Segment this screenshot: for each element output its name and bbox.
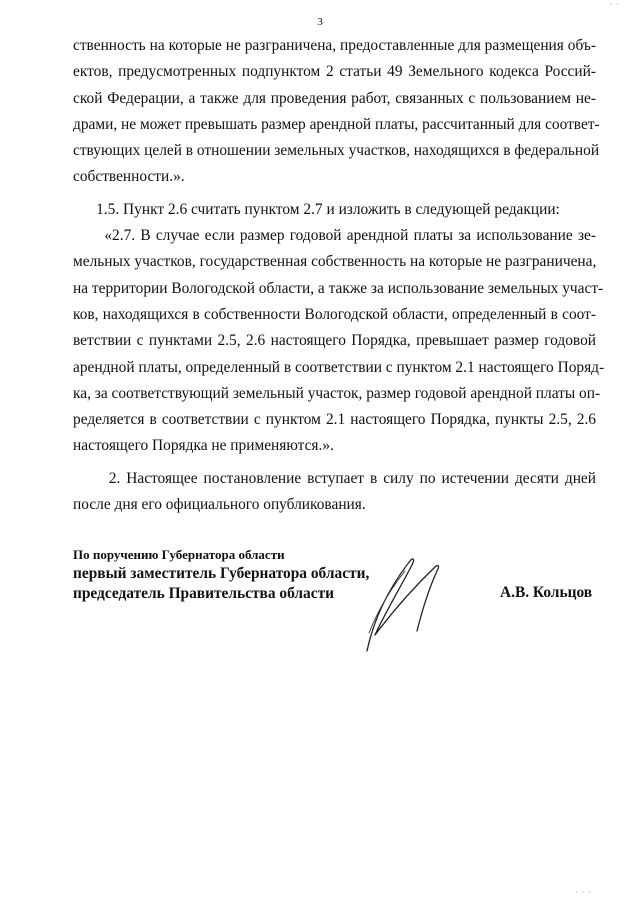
document-body bbox=[73, 33, 605, 518]
text-line: ектов, предусмотренных подпунктом 2 статьи 49 Земельного кодекса Россий- bbox=[73, 63, 596, 81]
text-line: после дня его официального опубликования. bbox=[73, 496, 366, 514]
text-line: ков, находящихся в собственности Вологодской области, определенный в соот- bbox=[73, 305, 596, 323]
text-line: 2. Настоящее постановление вступает в силу по истечении десяти дней bbox=[73, 469, 596, 487]
signatory-authority: По поручению Губернатора области bbox=[73, 547, 285, 562]
paragraph-item-2 bbox=[73, 466, 596, 519]
signatory-name: А.В. Кольцов bbox=[500, 584, 593, 601]
text-line: настоящего Порядка не применяются.». bbox=[73, 437, 334, 455]
signatory-position: председатель Правительства области bbox=[73, 585, 334, 602]
corner-mark-bottom: · · · bbox=[575, 888, 592, 897]
paragraph-item-1-5 bbox=[73, 197, 596, 223]
handwritten-signature bbox=[355, 553, 450, 653]
text-line: ствующих целей в отношении земельных участков, находящихся в федеральной bbox=[73, 142, 600, 160]
text-line: 1.5. Пункт 2.6 считать пунктом 2.7 и изложить в следующей редакции: bbox=[73, 200, 560, 218]
signatory-position: первый заместитель Губернатора области, bbox=[73, 565, 370, 582]
page-number: 3 bbox=[317, 16, 323, 28]
text-line: драми, не может превышать размер арендной платы, рассчитанный для соответ- bbox=[73, 115, 600, 133]
text-line: ственность на которые не разграничена, предоставленные для размещения объ- bbox=[73, 37, 596, 54]
text-line: собственности.». bbox=[73, 168, 185, 186]
text-line: мельных участков, государственная собственность на которые не разграничена, bbox=[73, 253, 597, 271]
text-line: ка, за соответствующий земельный участок, размер годовой арендной платы оп- bbox=[73, 384, 601, 402]
paragraph-continuation bbox=[73, 33, 600, 191]
paragraph-item-2-7 bbox=[73, 223, 605, 460]
text-line: на территории Вологодской области, а также за использование земельных участ- bbox=[73, 279, 604, 297]
text-line: арендной платы, определенный в соответствии с пунктом 2.1 настоящего Поряд- bbox=[73, 358, 605, 376]
text-line: ской Федерации, а также для проведения работ, связанных с пользованием не- bbox=[73, 89, 596, 107]
text-line: ветствии с пунктами 2.5, 2.6 настоящего Порядка, превышает размер годовой bbox=[73, 332, 596, 350]
text-line: ределяется в соответствии с пунктом 2.1 настоящего Порядка, пункты 2.5, 2.6 bbox=[73, 411, 596, 429]
text-line: «2.7. В случае если размер годовой арендной платы за использование зе- bbox=[73, 227, 596, 245]
corner-mark-top: · · bbox=[609, 0, 620, 9]
